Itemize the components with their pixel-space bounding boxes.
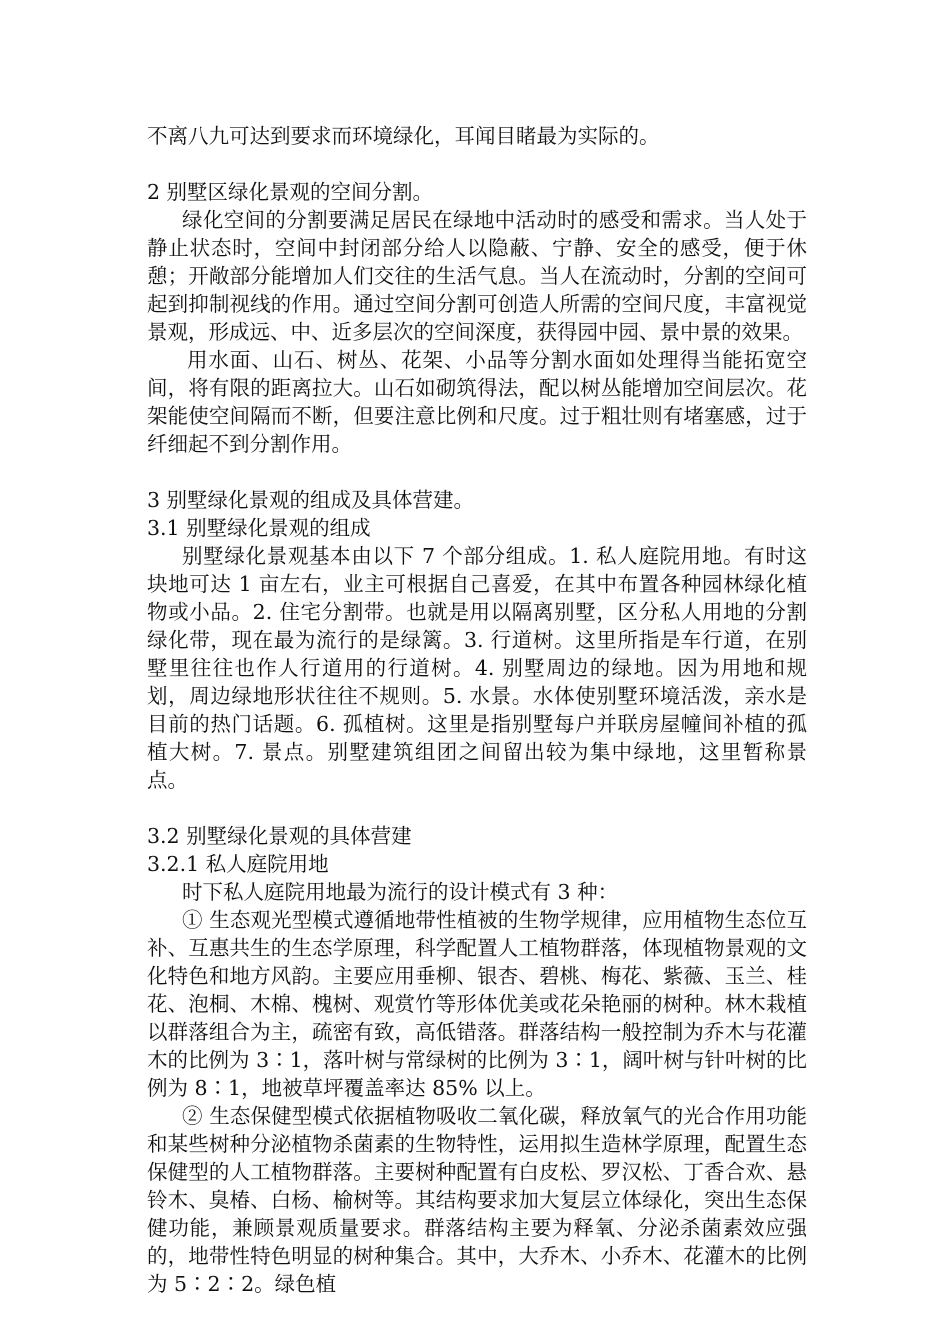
- section-heading-3: 3 别墅绿化景观的组成及具体营建。: [147, 488, 475, 512]
- document-body: [147, 122, 807, 1298]
- subsection-heading-3-2: 3.2 别墅绿化景观的具体营建: [147, 824, 412, 848]
- paragraph-space-division: 绿化空间的分割要满足居民在绿地中活动时的感受和需求。当人处于静止状态时，空间中封闭部分给人以隐蔽、宁静、安全的感受，便于休憩；开敞部分能增加人们交往的生活气息。当人在流动时，分割的空间可起到抑制视线的作用。通过空间分割可创造人所需的空间尺度，丰富视觉景观，形成远、中、近多层次的空间深度，获得园中园、景中景的效果。: [147, 208, 807, 344]
- paragraph-space-elements: 用水面、山石、树丛、花架、小品等分割水面如处理得当能拓宽空间，将有限的距离拉大。山石如砌筑得法，配以树丛能增加空间层次。花架能使空间隔而不断，但要注意比例和尺度。过于粗壮则有堵塞感，过于纤细起不到分割作用。: [147, 348, 807, 456]
- paragraph-eco-health-mode: ② 生态保健型模式依据植物吸收二氧化碳，释放氧气的光合作用功能和某些树种分泌植物杀菌素的生物特性，运用拟生造林学原理，配置生态保健型的人工植物群落。主要树种配置有白皮松、罗汉松、丁香合欢、悬铃木、臭椿、白杨、榆树等。其结构要求加大复层立体绿化，突出生态保健功能，兼顾景观质量要求。群落结构主要为释氧、分泌杀菌素效应强的，地带性特色明显的树种集合。其中，大乔木、小乔木、花灌木的比例为 5∶2∶2。绿色植: [147, 1104, 807, 1296]
- subsection-heading-3-1: 3.1 别墅绿化景观的组成: [147, 516, 371, 540]
- paragraph-eco-sightseeing-mode: ① 生态观光型模式遵循地带性植被的生物学规律，应用植物生态位互补、互惠共生的生态学原理，科学配置人工植物群落，体现植物景观的文化特色和地方风韵。主要应用垂柳、银杏、碧桃、梅花、紫薇、玉兰、桂花、泡桐、木棉、槐树、观赏竹等形体优美或花朵艳丽的树种。林木栽植以群落组合为主，疏密有致，高低错落。群落结构一般控制为乔木与花灌木的比例为 3∶1，落叶树与常绿树的比例为 3∶1，阔叶树与针叶树的比例为 8∶1，地被草坪覆盖率达 85% 以上。: [147, 908, 807, 1100]
- section-heading-2: 2 别墅区绿化景观的空间分割。: [147, 180, 434, 204]
- paragraph-design-modes-intro: 时下私人庭院用地最为流行的设计模式有 3 种：: [182, 880, 619, 904]
- paragraph-composition: 别墅绿化景观基本由以下 7 个部分组成。1. 私人庭院用地。有时这块地可达 1 亩左右，业主可根据自己喜爱，在其中布置各种园林绿化植物或小品。2. 住宅分割带。也就是用以隔离别墅，区分私人用地的分割绿化带，现在最为流行的是绿篱。3. 行道树。这里所指是车行道，在别墅里往往也作人行道用的行道树。4. 别墅周边的绿地。因为用地和规划，周边绿地形状往往不规则。5. 水景。水体使别墅环境活泼，亲水是目前的热门话题。6. 孤植树。这里是指别墅每户并联房屋幢间补植的孤植大树。7. 景点。别墅建筑组团之间留出较为集中绿地，这里暂称景点。: [147, 544, 807, 792]
- spacer: [147, 794, 807, 822]
- subsection-heading-3-2-1: 3.2.1 私人庭院用地: [147, 852, 329, 876]
- spacer: [147, 150, 807, 178]
- spacer: [147, 458, 807, 486]
- paragraph-continuation: 不离八九可达到要求而环境绿化，耳闻目睹最为实际的。: [147, 124, 660, 148]
